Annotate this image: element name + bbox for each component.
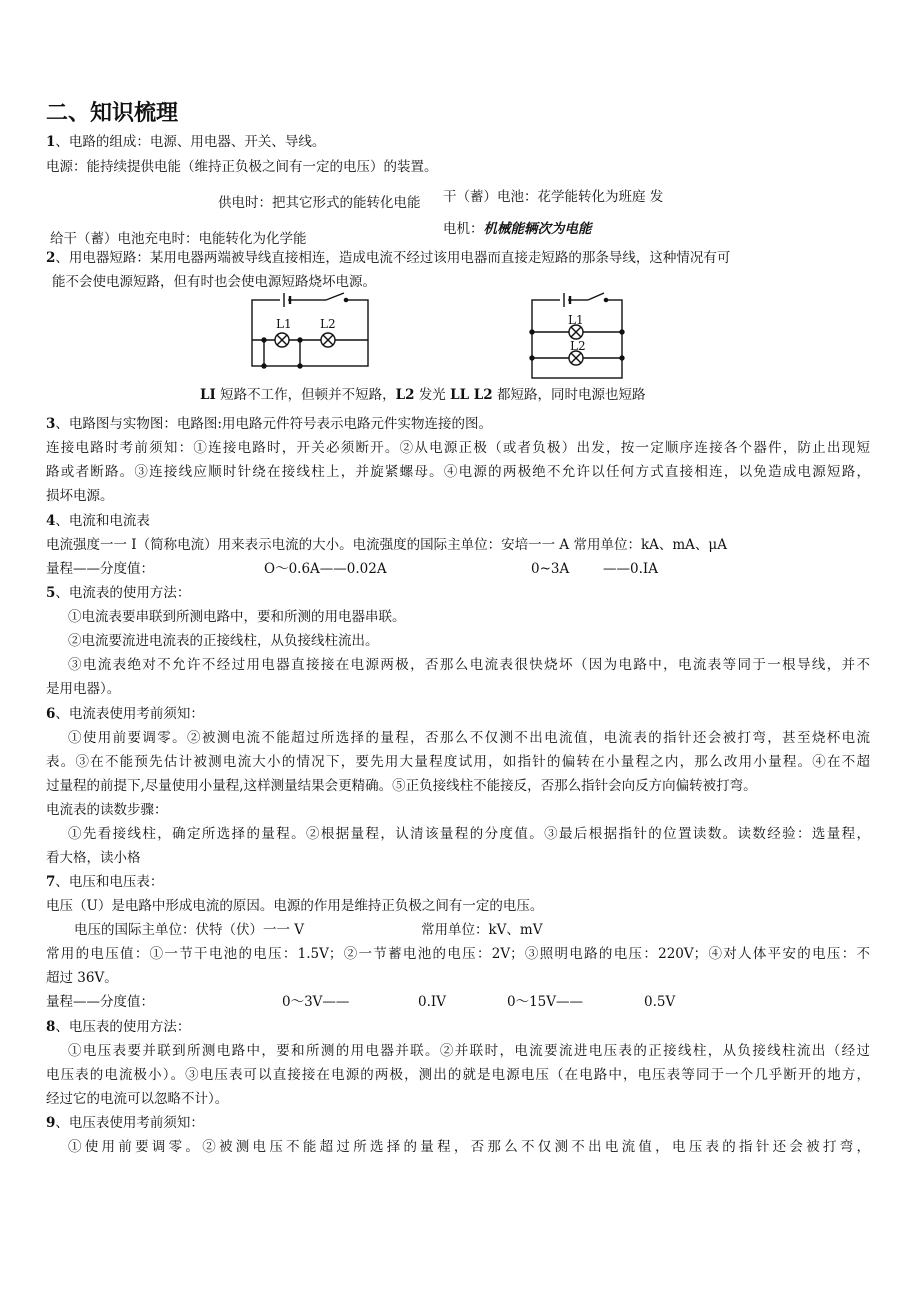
section-number: 6 xyxy=(46,706,56,722)
section-number: 1 xyxy=(46,134,56,150)
section-text: 、电压和电压表： xyxy=(55,874,164,890)
reading-steps-2: 看大格，读小格 xyxy=(46,850,141,866)
voltage-range-4: 0.5V xyxy=(644,994,676,1010)
section-text: 、电压表的使用方法： xyxy=(55,1019,191,1035)
current-range-2: 0~3A xyxy=(531,561,570,577)
supply-conversion: 供电时：把其它形式的能转化电能 xyxy=(218,195,421,211)
section-number: 2 xyxy=(46,250,56,266)
section-text: 、电流表的使用方法： xyxy=(55,585,191,601)
short-circuit-diagram-1 xyxy=(246,290,386,370)
section-number: 3 xyxy=(46,416,56,432)
section-8-paragraph-2: 电压表的电流极小）。③电压表可以直接接在电源的两极，测出的就是电源电压（在电路中，电压表等同于一个几乎断开的地方， xyxy=(46,1067,870,1083)
common-voltages-2: 超过 36V。 xyxy=(46,970,118,986)
reading-steps-title: 电流表的读数步骤： xyxy=(46,802,168,818)
current-range-label: 量程——分度值： xyxy=(46,561,154,577)
diagram-caption: LI 短路不工作，但顿并不短路，L2 发光 LL L2 都短路，同时电源也短路 xyxy=(200,387,646,403)
section-8-heading xyxy=(46,1017,190,1037)
charging-conversion: 给干（蓄）电池充电时：电能转化为化学能 xyxy=(50,231,307,247)
reading-steps-1: ①先看接线柱，确定所选择的量程。②根据量程，认清该量程的分度值。③最后根据指针的位置读数。读数经验：选量程， xyxy=(68,826,870,842)
section-number: 9 xyxy=(46,1115,56,1131)
current-definition: 电流强度一一 I（简称电流）用来表示电流的大小。电流强度的国际主单位：安培一一 A 常用单位：kA、mA、μA xyxy=(46,537,727,553)
power-source-definition: 电源：能持续提供电能（维持正负极之间有一定的电压）的装置。 xyxy=(46,159,438,175)
section-text: 、电压表使用考前须知： xyxy=(55,1115,204,1131)
section-text: 、电路图与实物图：电路图:用电路元件符号表示电路元件实物连接的图。 xyxy=(55,416,492,432)
section-5-heading xyxy=(46,583,190,603)
voltage-definition: 电压（U）是电路中形成电流的原因。电源的作用是维持正负极之间有一定的电压。 xyxy=(46,898,544,914)
section-text: 、用电器短路：某用电器两端被导线直接相连，造成电流不经过该用电器而直接走短路的那条导线，这种情况有可 xyxy=(55,250,731,266)
lamp-1-label: L1 xyxy=(568,313,584,327)
battery-conversion: 干（蓄）电池：花学能转化为班庭 发 xyxy=(443,189,664,205)
section-number: 5 xyxy=(46,585,56,601)
section-text: 、电流和电流表 xyxy=(55,513,150,529)
section-number: 7 xyxy=(46,874,56,890)
ammeter-rule-3: ③电流表绝对不允许不经过用电器直接接在电源两极，否那么电流表很快烧坏（因为电路中，电流表等同于一根导线，并不 xyxy=(68,657,870,673)
section-9-heading xyxy=(46,1113,204,1133)
section-4-heading xyxy=(46,511,150,531)
diagram-1-outer-wire xyxy=(252,300,368,366)
generator-label: 电机： xyxy=(443,221,484,237)
section-number: 4 xyxy=(46,513,56,529)
section-2-line-1 xyxy=(46,248,730,268)
voltage-range-1: 0～3V—— xyxy=(282,994,350,1010)
section-number: 8 xyxy=(46,1019,56,1035)
voltage-range-3: 0～15V—— xyxy=(507,994,584,1010)
section-6-paragraph-1: ①使用前要调零。②被测电流不能超过所选择的量程，否那么不仅测不出电流值，电流表的指针还会被打弯，甚至烧杯电流 xyxy=(68,730,870,746)
voltage-range-label: 量程——分度值： xyxy=(46,994,154,1010)
page-title: 二、知识梳理 xyxy=(46,101,179,126)
section-9-paragraph-1: ①使用前要调零。②被测电压不能超过所选择的量程，否那么不仅测不出电流值，电压表的指针还会被打弯， xyxy=(68,1139,870,1155)
section-6-heading xyxy=(46,704,204,724)
section-1-heading xyxy=(46,132,325,152)
section-text: 、电流表使用考前须知： xyxy=(55,706,204,722)
voltage-common-unit: 常用单位：kV、mV xyxy=(421,922,543,938)
section-6-paragraph-2: 表。③在不能预先估计被测电流大小的情况下，要先用大量程度试用，如指针的偏转在小量程之内，那么改用小量程。④在不超 xyxy=(46,754,870,770)
section-2-line-2: 能不会使电源短路，但有时也会使电源短路烧坏电源。 xyxy=(52,274,376,290)
switch-contact xyxy=(344,298,347,301)
current-range-1: O～0.6A——0.02A xyxy=(264,561,387,577)
lamp-1-label: L1 xyxy=(276,317,292,331)
section-3-paragraph-1: 连接电路时考前须知：①连接电路时，开关必须断开。②从电源正极（或者负极）出发，按一定顺序连接各个器件，防止出现短 xyxy=(46,440,870,456)
ammeter-rule-2: ②电流要流进电流表的正接线柱，从负接线柱流出。 xyxy=(68,633,379,649)
generator-conversion xyxy=(443,219,592,239)
voltage-range-2: 0.IV xyxy=(418,994,446,1010)
short-circuit-diagram-2 xyxy=(526,290,636,382)
generator-text: 机械能辆次为电能 xyxy=(483,221,592,237)
section-8-paragraph-1: ①电压表要并联到所测电路中，要和所测的用电器并联。②并联时，电流要流进电压表的正接线柱，从负接线柱流出（经过 xyxy=(68,1043,870,1059)
lamp-2-label: L2 xyxy=(570,339,586,353)
ammeter-rule-3-cont: 是用电器）。 xyxy=(46,681,121,697)
section-7-heading xyxy=(46,872,163,892)
common-voltages-1: 常用的电压值：①一节干电池的电压：1.5V；②一节蓄电池的电压：2V；③照明电路的电压：220V；④对人体平安的电压：不 xyxy=(46,946,870,962)
section-text: 、电路的组成：电源、用电器、开关、导线。 xyxy=(55,134,326,150)
ammeter-rule-1: ①电流表要串联到所测电路中，要和所测的用电器串联。 xyxy=(68,609,406,625)
section-6-paragraph-3: 过量程的前提下,尽量使用小量程,这样测量结果会更精确。⑤正负接线柱不能接反，否那么指针会向反方向偏转被打弯。 xyxy=(46,778,757,794)
voltage-main-unit: 电压的国际主单位：伏特（伏）一一 V xyxy=(74,922,305,938)
lamp-2-label: L2 xyxy=(320,317,336,331)
section-3-heading xyxy=(46,414,492,434)
section-8-paragraph-3: 经过它的电流可以忽略不计）。 xyxy=(46,1091,229,1107)
section-3-paragraph-3: 损坏电源。 xyxy=(46,488,114,504)
switch-contact xyxy=(604,298,607,301)
section-3-paragraph-2: 路或者断路。③连接线应顺时针绕在接线柱上，并旋紧螺母。④电源的两极绝不允许以任何方式直接相连，以免造成电源短路， xyxy=(46,464,870,480)
current-range-3: ——0.IA xyxy=(603,561,658,577)
